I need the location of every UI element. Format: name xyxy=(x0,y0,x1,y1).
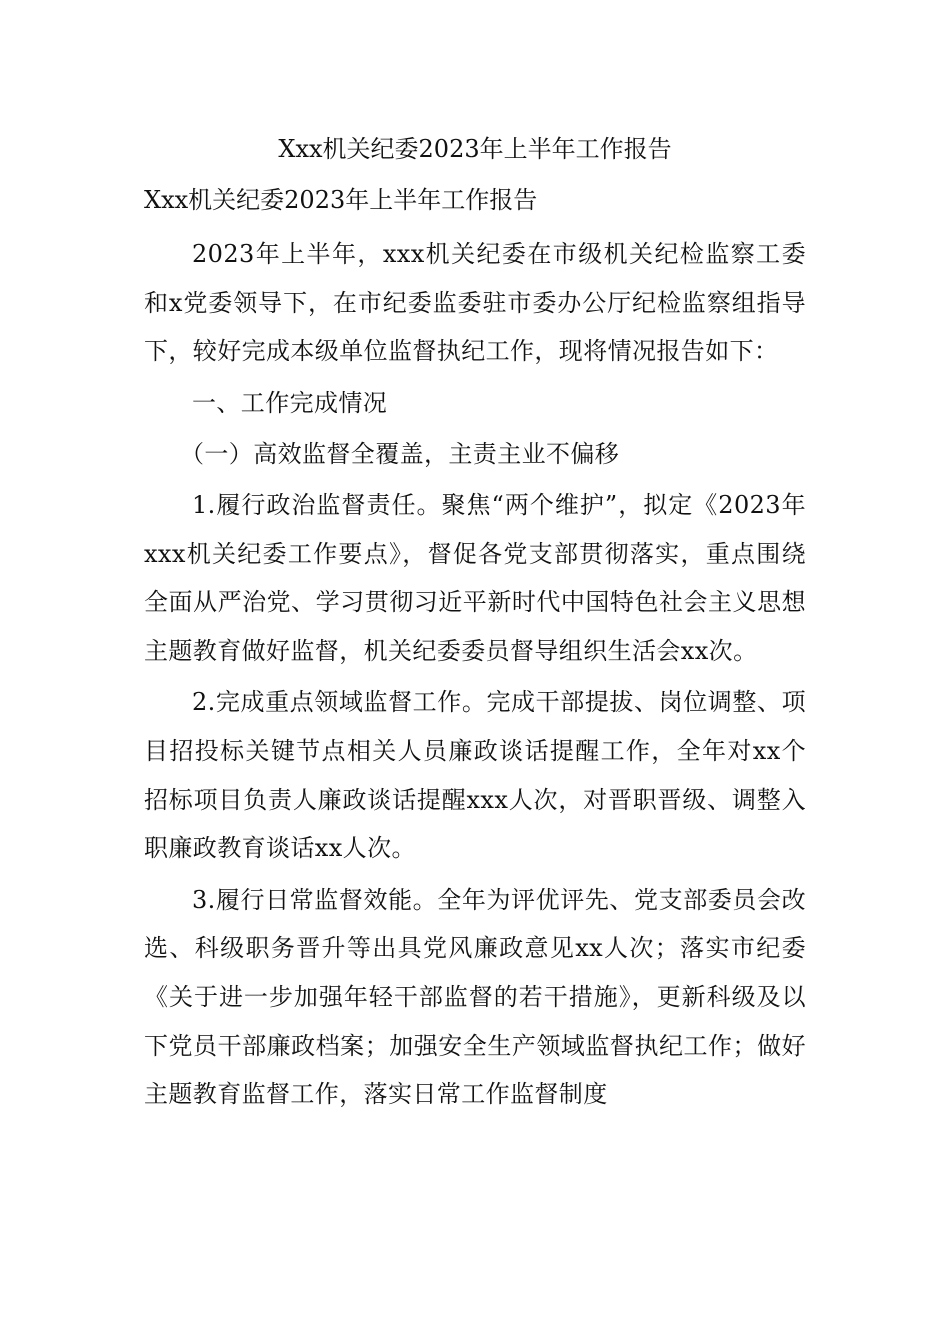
item-paragraph-3: 3.履行日常监督效能。全年为评优评先、党支部委员会改选、科级职务晋升等出具党风廉政意见xx人次；落实市纪委《关于进一步加强年轻干部监督的若干措施》，更新科级及以下党员干部廉政档案；加强安全生产领域监督执纪工作；做好主题教育监督工作，落实日常工作监督制度 xyxy=(144,885,806,1109)
document-subtitle: Xxx机关纪委2023年上半年工作报告 xyxy=(144,186,538,214)
item-paragraph-1: 1.履行政治监督责任。聚焦“两个维护”，拟定《2023年xxx机关纪委工作要点》，督促各党支部贯彻落实，重点围绕全面从严治党、学习贯彻习近平新时代中国特色社会主义思想主题教育做好监督，机关纪委委员督导组织生活会xx次。 xyxy=(144,491,806,666)
document-title: Xxx机关纪委2023年上半年工作报告 xyxy=(278,135,672,163)
intro-paragraph: 2023年上半年，xxx机关纪委在市级机关纪检监察工委和x党委领导下，在市纪委监委驻市委办公厅纪检监察组指导下，较好完成本级单位监督执纪工作，现将情况报告如下： xyxy=(144,240,806,366)
subsection-heading-1: （一）高效监督全覆盖，主责主业不偏移 xyxy=(180,439,620,468)
section-heading-1: 一、工作完成情况 xyxy=(192,388,388,417)
document-body xyxy=(144,230,806,1119)
item-paragraph-2: 2.完成重点领域监督工作。完成干部提拔、岗位调整、项目招投标关键节点相关人员廉政谈话提醒工作，全年对xx个招标项目负责人廉政谈话提醒xxx人次，对晋职晋级、调整入职廉政教育谈话xx人次。 xyxy=(144,688,806,863)
